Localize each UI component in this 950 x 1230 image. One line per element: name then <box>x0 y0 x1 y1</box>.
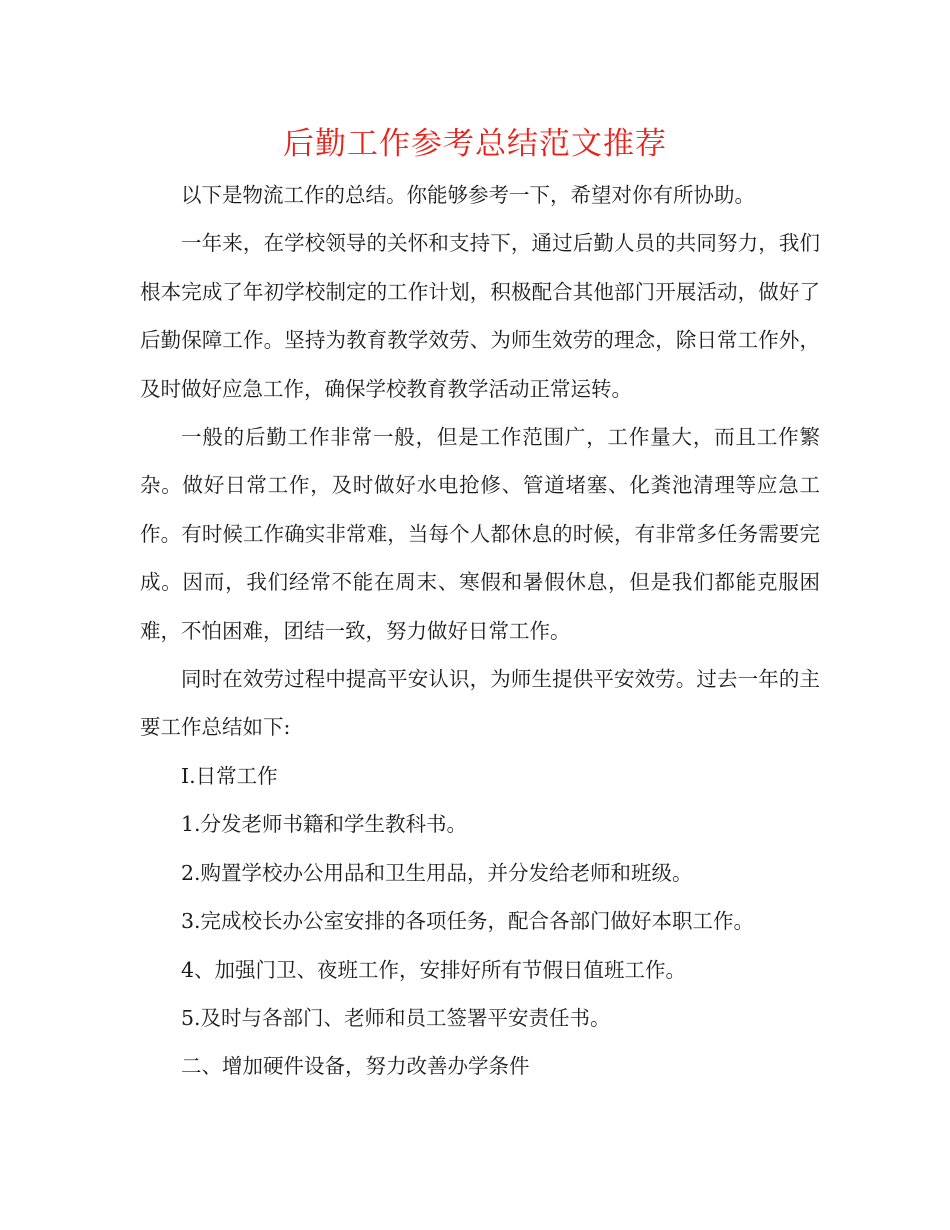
list-item-5: 5.及时与各部门、老师和员工签署平安责任书。 <box>181 1005 611 1030</box>
paragraph-intro: 以下是物流工作的总结。你能够参考一下，希望对你有所协助。 <box>181 183 755 207</box>
paragraph-overview: 一年来，在学校领导的关怀和支持下，通过后勤人员的共同努力，我们根本完成了年初学校制定的工作计划，积极配合其他部门开展活动，做好了后勤保障工作。坚持为教育教学效劳、为师生效劳的理念，除日常工作外，及时做好应急工作，确保学校教育教学活动正常运转。 <box>140 231 820 401</box>
document-body <box>140 171 820 1091</box>
list-item-2: 2.购置学校办公用品和卫生用品，并分发给老师和班级。 <box>181 860 693 885</box>
section-heading-daily: Ⅰ.日常工作 <box>181 763 278 788</box>
paragraph-daily-work: 一般的后勤工作非常一般，但是工作范围广，工作量大，而且工作繁杂。做好日常工作，及时做好水电抢修、管道堵塞、化粪池清理等应急工作。有时候工作确实非常难，当每个人都休息的时候，有非常多任务需要完成。因而，我们经常不能在周末、寒假和暑假休息，但是我们都能克服困难，不怕困难，团结一致，努力做好日常工作。 <box>140 425 820 643</box>
document-title: 后勤工作参考总结范文推荐 <box>283 126 667 162</box>
section-heading-hardware: 二、增加硬件设备，努力改善办学条件 <box>181 1054 530 1079</box>
list-item-3: 3.完成校长办公室安排的各项任务，配合各部门做好本职工作。 <box>181 909 755 934</box>
list-item-1: 1.分发老师书籍和学生教科书。 <box>181 812 468 837</box>
list-item-4: 4、加强门卫、夜班工作，安排好所有节假日值班工作。 <box>181 957 687 982</box>
paragraph-safety: 同时在效劳过程中提高平安认识，为师生提供平安效劳。过去一年的主要工作总结如下: <box>140 667 820 740</box>
